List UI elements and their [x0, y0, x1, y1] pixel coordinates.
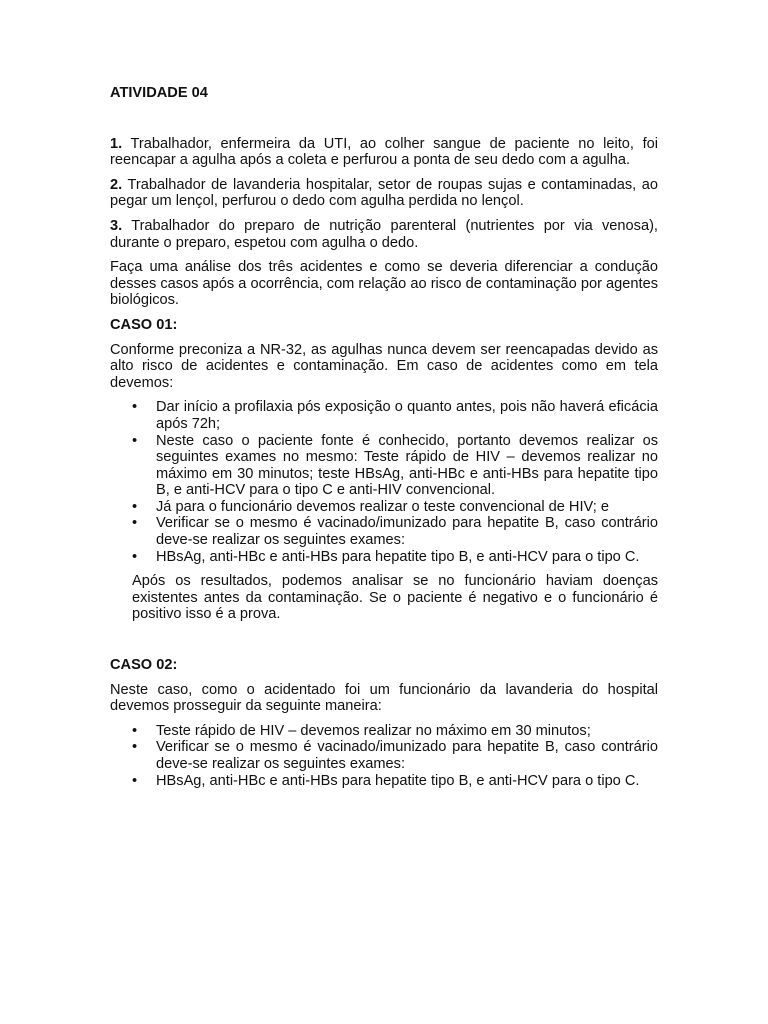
list-item-text: Verificar se o mesmo é vacinado/imunizado para hepatite B, caso contrário deve-se realizar os seguintes exames: [156, 515, 658, 549]
case-1-list [110, 399, 658, 565]
bullet-icon: • [132, 739, 138, 756]
document-title: ATIVIDADE 04 [110, 85, 208, 101]
question-number: 3. [110, 217, 123, 234]
question-number: 2. [110, 176, 123, 193]
case-2-intro: Neste caso, como o acidentado foi um funcionário da lavanderia do hospital devemos prosseguir da seguinte maneira: [110, 681, 658, 715]
list-item-text: Teste rápido de HIV – devemos realizar no máximo em 30 minutos; [156, 722, 591, 739]
question-number: 1. [110, 135, 123, 152]
bullet-icon: • [132, 722, 138, 739]
question-2 [110, 177, 658, 210]
document-body [110, 85, 658, 797]
list-item-text: HBsAg, anti-HBc e anti-HBs para hepatite tipo B, e anti-HCV para o tipo C. [156, 772, 640, 789]
question-text: Trabalhador de lavanderia hospitalar, setor de roupas sujas e contaminadas, ao pegar um lençol, perfurou o dedo com agulha perdida no lençol. [110, 176, 658, 210]
bullet-icon: • [132, 772, 138, 789]
list-item-text: HBsAg, anti-HBc e anti-HBs para hepatite tipo B, e anti-HCV para o tipo C. [156, 548, 640, 565]
list-item-text: Dar início a profilaxia pós exposição o quanto antes, pois não haverá eficácia após 72h; [156, 399, 658, 432]
case-2-list [110, 723, 658, 789]
question-text: Trabalhador do preparo de nutrição parenteral (nutrientes por via venosa), durante o preparo, espetou com agulha o dedo. [110, 217, 658, 251]
bullet-icon: • [132, 515, 138, 532]
question-3 [110, 218, 658, 251]
list-item-text: Verificar se o mesmo é vacinado/imunizado para hepatite B, caso contrário deve-se realizar os seguintes exames: [156, 739, 658, 772]
list-item [110, 499, 658, 516]
question-1 [110, 136, 658, 169]
case-1-intro: Conforme preconiza a NR-32, as agulhas nunca devem ser reencapadas devido as alto risco de acidentes e contaminação. Em caso de acidentes como em tela devemos: [110, 341, 658, 391]
list-item [110, 515, 658, 548]
question-text: Trabalhador, enfermeira da UTI, ao colher sangue de paciente no leito, foi reencapar a agulha após a coleta e perfurou a ponta de seu dedo com a agulha. [110, 135, 658, 169]
instruction-paragraph: Faça uma análise dos três acidentes e como se deveria diferenciar a condução desses casos após a ocorrência, com relação ao risco de contaminação por agentes biológicos. [110, 259, 658, 309]
list-item [110, 723, 658, 740]
list-item [110, 399, 658, 432]
case-1-heading: CASO 01: [110, 316, 178, 333]
list-item [110, 549, 658, 566]
list-item [110, 739, 658, 772]
bullet-icon: • [132, 498, 138, 515]
case-2-heading: CASO 02: [110, 657, 178, 674]
case-1-conclusion: Após os resultados, podemos analisar se no funcionário haviam doenças existentes antes da contaminação. Se o paciente é negativo e o funcionário é positivo isso é a prova. [132, 573, 658, 623]
section-spacer [110, 631, 658, 657]
list-item-text: Neste caso o paciente fonte é conhecido, portanto devemos realizar os seguintes exames no mesmo: Teste rápido de HIV – devemos realizar no máximo em 30 minutos; teste HBsAg, anti-HBc e anti-HBs para hepatite tipo B, e anti-HCV para o tipo C e anti-HIV convencional. [156, 432, 658, 499]
list-item-text: Já para o funcionário devemos realizar o teste convencional de HIV; e [156, 498, 609, 515]
bullet-icon: • [132, 432, 138, 449]
bullet-icon: • [132, 399, 138, 416]
bullet-icon: • [132, 548, 138, 565]
list-item [110, 773, 658, 790]
list-item [110, 433, 658, 499]
